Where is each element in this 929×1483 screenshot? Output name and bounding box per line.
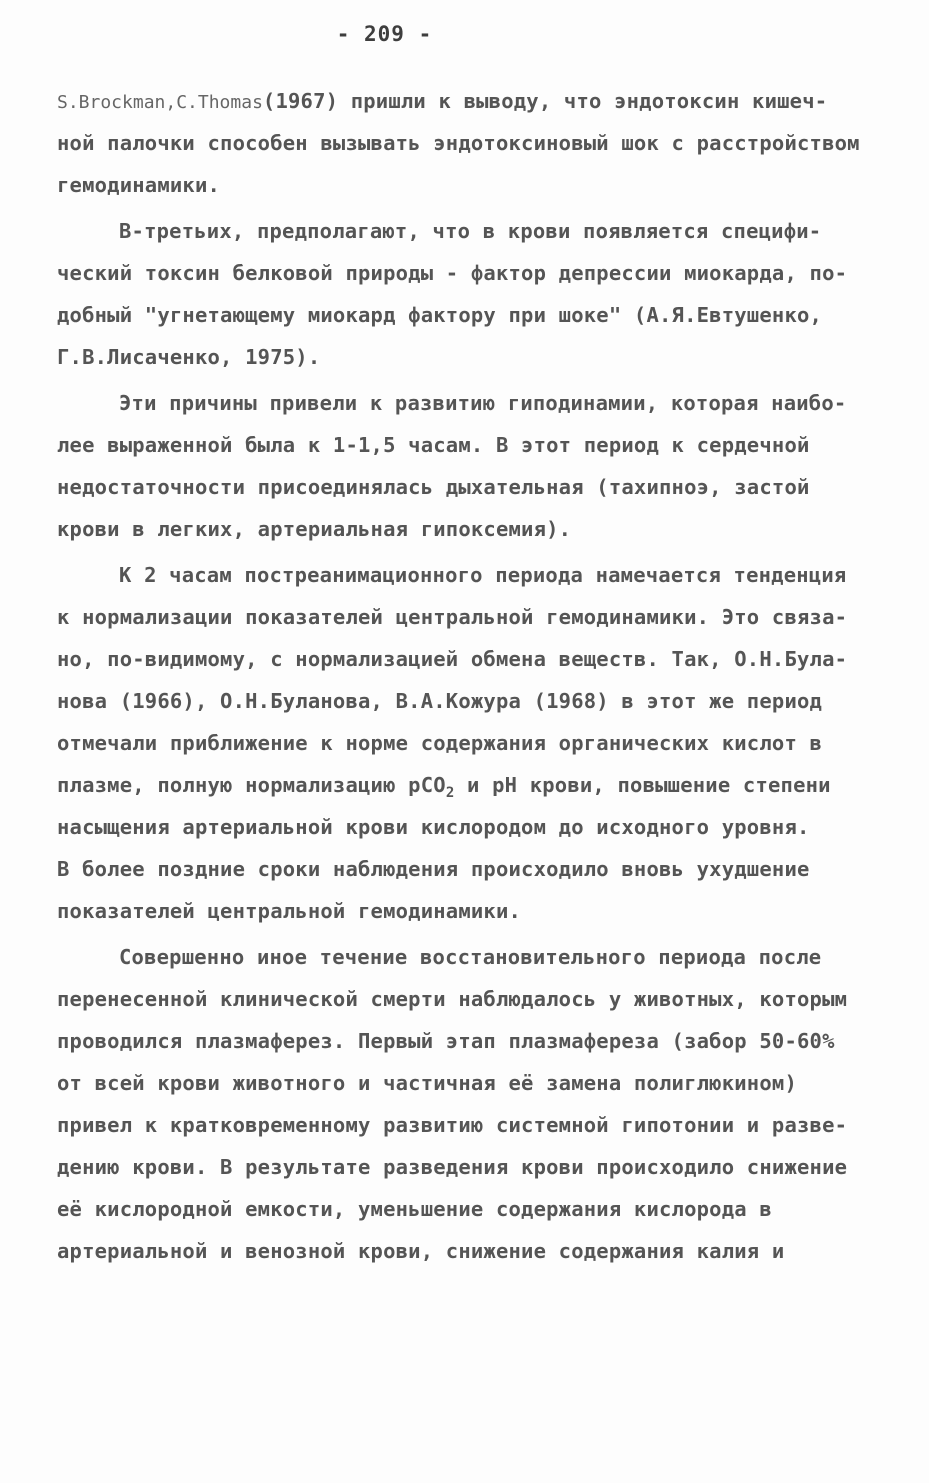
- text-line: ной палочки способен вызывать эндотоксиновый шок с расстройством: [57, 131, 860, 155]
- text-line: перенесенной клинической смерти наблюдалось у животных, которым: [57, 987, 848, 1011]
- text-line: [57, 764, 872, 806]
- text-line: лее выраженной была к 1-1,5 часам. В этот период к сердечной: [57, 433, 810, 457]
- author-names: S.Brockman,C.Thomas: [57, 92, 263, 113]
- document-body: [57, 80, 872, 1272]
- text-line: насыщения артериальной крови кислородом до исходного уровня.: [57, 815, 810, 839]
- text-line: гемодинамики.: [57, 173, 221, 197]
- text-line: нова (1966), О.Н.Буланова, В.А.Кожура (1968) в этот же период: [57, 689, 823, 713]
- text-line: В более поздние сроки наблюдения происходило вновь ухудшение: [57, 857, 810, 881]
- text-line: артериальной и венозной крови, снижение содержания калия и: [57, 1239, 785, 1263]
- text-line: отмечали приближение к норме содержания органических кислот в: [57, 731, 823, 755]
- text-fragment: (1967) пришли к выводу, что эндотоксин кишеч-: [262, 89, 828, 113]
- text-line: её кислородной емкости, уменьшение содержания кислорода в: [57, 1197, 772, 1221]
- text-line: но, по-видимому, с нормализацией обмена веществ. Так, О.Н.Була-: [57, 647, 848, 671]
- text-line: В-третьих, предполагают, что в крови появляется специфи-: [119, 219, 822, 243]
- text-fragment: и pH крови, повышение степени: [454, 773, 831, 797]
- text-line: недостаточности присоединялась дыхательная (тахипноэ, застой: [57, 475, 810, 499]
- text-line: К 2 часам постреанимационного периода намечается тенденция: [119, 563, 847, 587]
- text-line: ческий токсин белковой природы - фактор депрессии миокарда, по-: [57, 261, 848, 285]
- text-line: привел к кратковременному развитию системной гипотонии и разве-: [57, 1113, 848, 1137]
- text-fragment: плазме, полную нормализацию pCO: [57, 773, 446, 797]
- text-line: Г.В.Лисаченко, 1975).: [57, 345, 321, 369]
- text-line: Эти причины привели к развитию гиподинамии, которая наибо-: [119, 391, 847, 415]
- text-line: проводился плазмаферез. Первый этап плазмафереза (забор 50-60%: [57, 1029, 835, 1053]
- text-line: дению крови. В результате разведения крови происходило снижение: [57, 1155, 848, 1179]
- text-line: [57, 80, 872, 122]
- text-line: добный "угнетающему миокард фактору при шоке" (А.Я.Евтушенко,: [57, 303, 823, 327]
- page-number: - 209 -: [336, 22, 433, 46]
- text-line: Совершенно иное течение восстановительного периода после: [119, 945, 822, 969]
- text-line: показателей центральной гемодинамики.: [57, 899, 522, 923]
- text-line: от всей крови животного и частичная её замена полиглюкином): [57, 1071, 797, 1095]
- text-line: к нормализации показателей центральной гемодинамики. Это связа-: [57, 605, 848, 629]
- text-line: крови в легких, артериальная гипоксемия).: [57, 517, 572, 541]
- subscript: 2: [445, 785, 455, 801]
